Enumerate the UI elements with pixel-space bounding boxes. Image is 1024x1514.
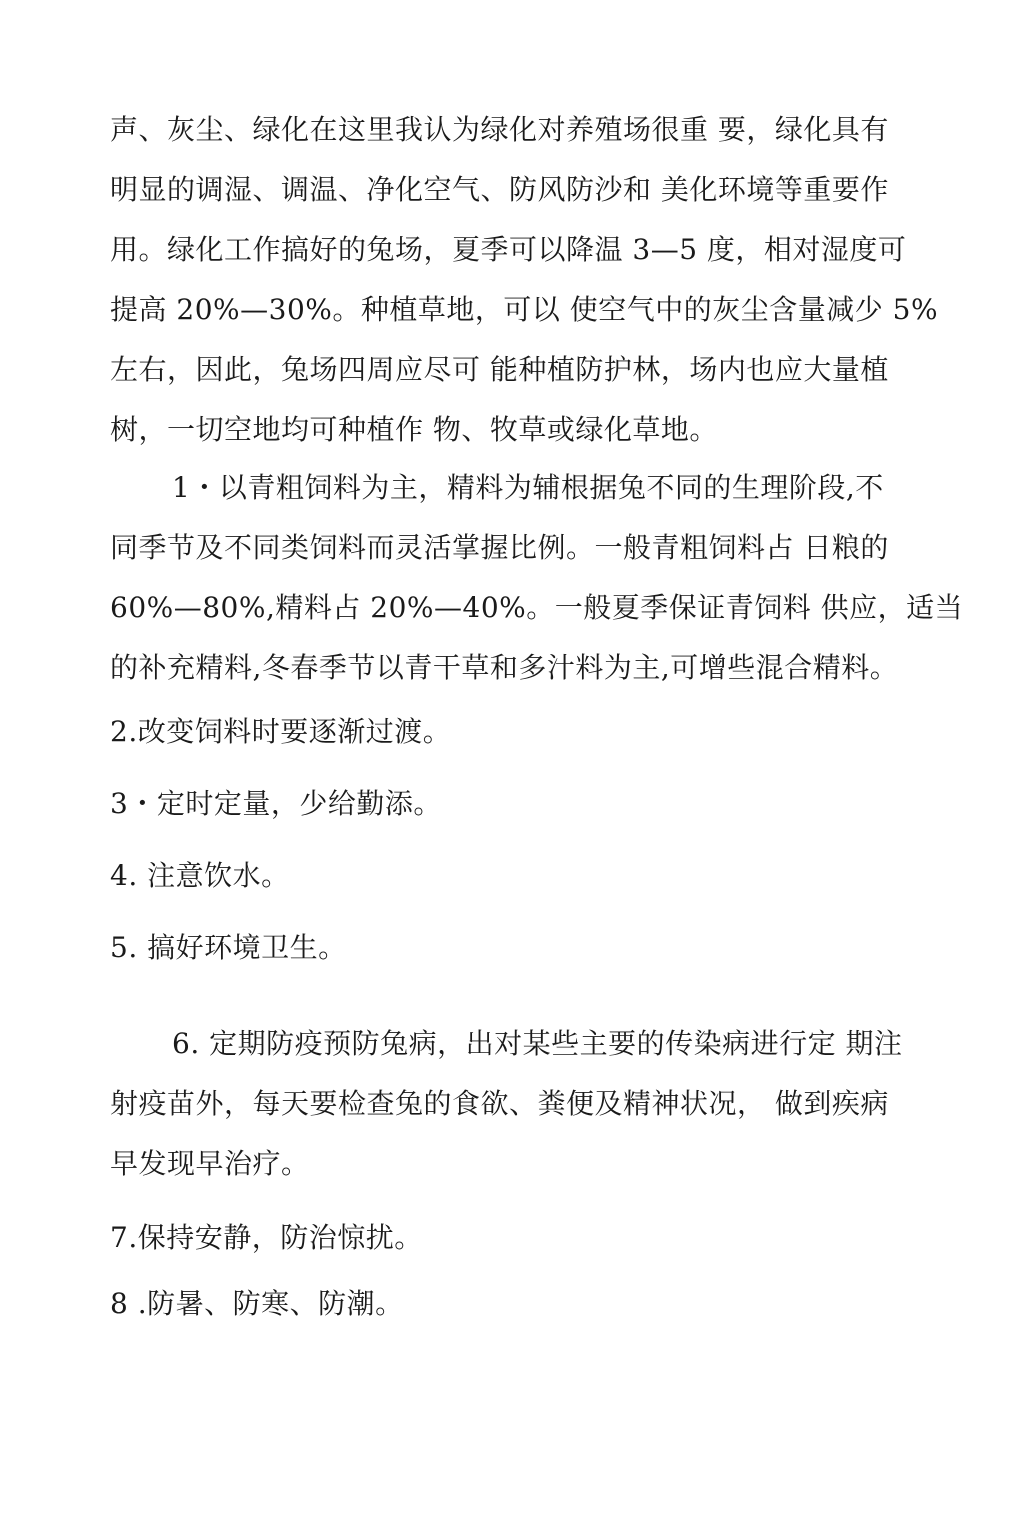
paragraph-item-6 (110, 1014, 930, 1194)
paragraph-item-3 (110, 774, 930, 834)
text-line: 明显的调湿、调温、净化空气、防风防沙和 美化环境等重要作 (110, 173, 889, 206)
text-line: 7.保持安静，防治惊扰。 (110, 1221, 423, 1254)
paragraph-greening (110, 100, 939, 460)
text-line: 左右，因此，兔场四周应尽可 能种植防护林，场内也应大量植 (110, 353, 889, 386)
text-line: 3・定时定量，少给勤添。 (110, 787, 442, 820)
text-line: 提高 20%—30%。种植草地，可以 使空气中的灰尘含量减少 5% (110, 293, 939, 326)
paragraph-item-1-feeding (110, 458, 964, 698)
text-line: 用。绿化工作搞好的兔场，夏季可以降温 3—5 度，相对湿度可 (110, 233, 907, 266)
text-line: 5. 搞好环境卫生。 (110, 931, 347, 964)
text-line: 60%—80%,精料占 20%—40%。一般夏季保证青饲料 供应，适当 (110, 591, 964, 624)
text-line: 同季节及不同类饲料而灵活掌握比例。一般青粗饲料占 日粮的 (110, 531, 889, 564)
text-line: 的补充精料,冬春季节以青干草和多汁料为主,可增些混合精料。 (110, 651, 899, 684)
text-line: 声、灰尘、绿化在这里我认为绿化对养殖场很重 要，绿化具有 (110, 113, 889, 146)
paragraph-item-8 (110, 1274, 930, 1334)
text-line: 1・以青粗饲料为主，精料为辅根据兔不同的生理阶段,不 (172, 471, 884, 504)
paragraph-item-7 (110, 1208, 930, 1268)
text-line: 6. 定期防疫预防兔病，出对某些主要的传染病进行定 期注 (172, 1027, 903, 1060)
text-line: 射疫苗外，每天要检查兔的食欲、粪便及精神状况， 做到疾病 (110, 1087, 889, 1120)
text-line: 2.改变饲料时要逐渐过渡。 (110, 715, 452, 748)
paragraph-item-5 (110, 918, 930, 978)
text-line: 早发现早治疗。 (110, 1147, 310, 1180)
text-line: 4. 注意饮水。 (110, 859, 290, 892)
paragraph-item-2 (110, 702, 930, 762)
text-line: 树，一切空地均可种植作 物、牧草或绿化草地。 (110, 413, 718, 446)
paragraph-item-4 (110, 846, 930, 906)
text-line: 8 .防暑、防寒、防潮。 (110, 1287, 404, 1320)
